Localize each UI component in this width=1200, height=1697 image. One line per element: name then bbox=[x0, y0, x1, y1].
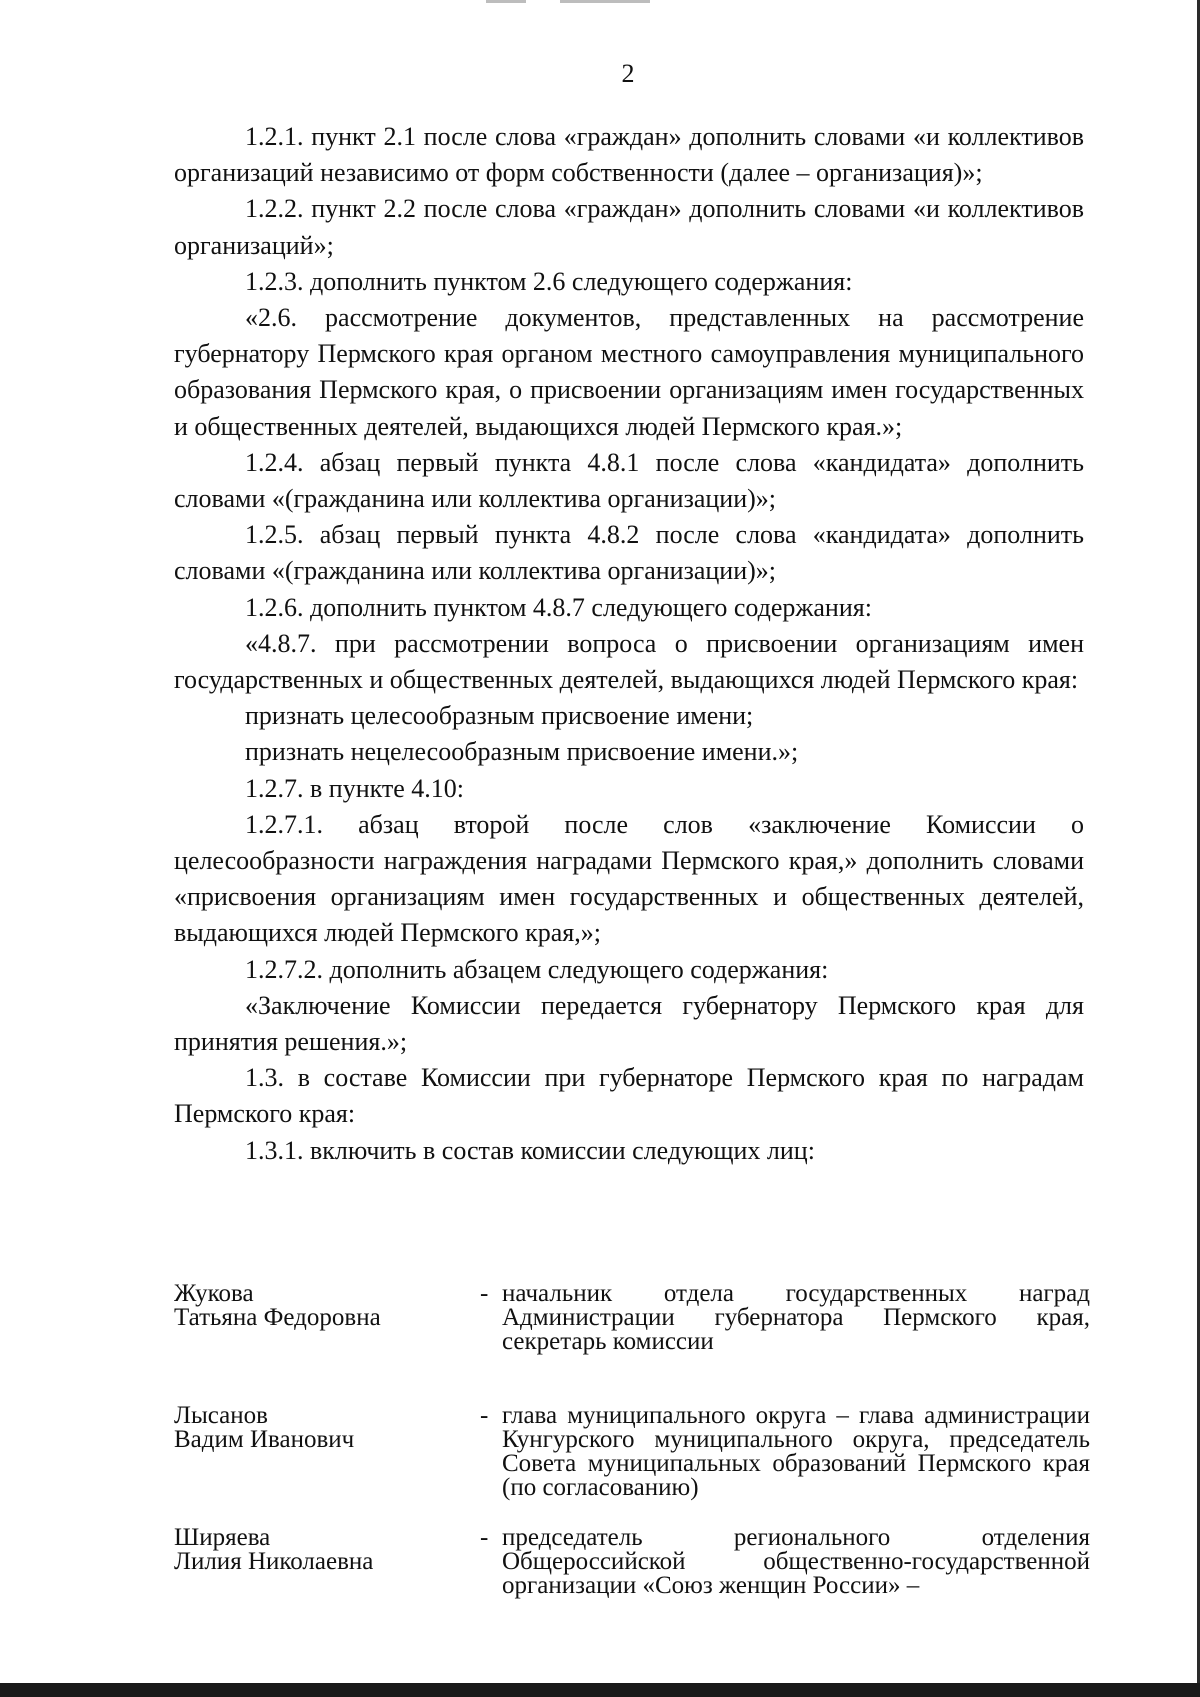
paragraph-1-2-7: 1.2.7. в пункте 4.10: bbox=[245, 773, 465, 803]
paragraph-4-8-7-quote: «4.8.7. при рассмотрении вопроса о присвоении организациям имен государственных и общественных деятелей, выдающихся людей Пермского края: bbox=[174, 628, 1084, 695]
paragraph-2-6-quote: «2.6. рассмотрение документов, представленных на рассмотрение губернатору Пермского края органом местного самоуправления муниципального образования Пермского края, о присвоении организациям имен государственных и общественных деятелей, выдающихся людей Пермского края.»; bbox=[174, 303, 1084, 441]
member-entry bbox=[174, 1282, 1090, 1404]
page-number: 2 bbox=[621, 59, 635, 88]
member-dash: - bbox=[480, 1402, 489, 1429]
commission-members-list bbox=[174, 1282, 1090, 1616]
member-surname: Ширяева bbox=[174, 1524, 271, 1551]
member-entry bbox=[174, 1404, 1090, 1526]
member-role: глава муниципального округа – глава администрации Кунгурского муниципального округа, председатель Совета муниципальных образований Пермского края (по согласованию) bbox=[502, 1402, 1090, 1501]
member-surname: Лысанов bbox=[174, 1402, 268, 1429]
paragraph-1-2-7-1: 1.2.7.1. абзац второй после слов «заключение Комиссии о целесообразности награждения наградами Пермского края,» дополнить словами «присвоения организациям имен государственных и общественных деятелей, выдающихся людей Пермского края,»; bbox=[174, 809, 1084, 948]
scan-edge-bottom bbox=[0, 1683, 1200, 1697]
member-name bbox=[174, 1404, 474, 1452]
paragraph-1-2-5: 1.2.5. абзац первый пункта 4.8.2 после слова «кандидата» дополнить словами «(гражданина или коллектива организации)»; bbox=[174, 520, 1084, 586]
member-dash: - bbox=[480, 1524, 489, 1551]
paragraph-1-3: 1.3. в составе Комиссии при губернаторе Пермского края по наградам Пермского края: bbox=[174, 1063, 1084, 1129]
paragraph-1-2-1: 1.2.1. пункт 2.1 после слова «граждан» дополнить словами «и коллективов организаций независимо от форм собственности (далее – организация)»; bbox=[174, 122, 1084, 188]
member-given-names: Вадим Иванович bbox=[174, 1426, 355, 1453]
paragraph-1-2-2: 1.2.2. пункт 2.2 после слова «граждан» дополнить словами «и коллективов организаций»; bbox=[174, 194, 1084, 260]
member-surname: Жукова bbox=[174, 1280, 254, 1307]
member-role: начальник отдела государственных наград Администрации губернатора Пермского края, секретарь комиссии bbox=[502, 1280, 1090, 1355]
member-name bbox=[174, 1526, 474, 1574]
paragraph-1-2-4: 1.2.4. абзац первый пункта 4.8.1 после слова «кандидата» дополнить словами «(гражданина или коллектива организации)»; bbox=[174, 447, 1084, 514]
paragraph-conclusion-quote: «Заключение Комиссии передается губернатору Пермского края для принятия решения.»; bbox=[174, 990, 1084, 1057]
paragraph-1-2-6: 1.2.6. дополнить пунктом 4.8.7 следующего содержания: bbox=[245, 592, 872, 622]
scan-artifact bbox=[560, 0, 650, 3]
member-given-names: Татьяна Федоровна bbox=[174, 1304, 381, 1331]
paragraph-1-2-7-2: 1.2.7.2. дополнить абзацем следующего содержания: bbox=[245, 954, 829, 984]
paragraph-option-inexpedient: признать нецелесообразным присвоение имени.»; bbox=[245, 737, 799, 767]
paragraph-1-2-3: 1.2.3. дополнить пунктом 2.6 следующего содержания: bbox=[245, 266, 853, 296]
member-given-names: Лилия Николаевна bbox=[174, 1548, 374, 1575]
member-role: председатель регионального отделения Общероссийской общественно-государственной организации «Союз женщин России» – bbox=[502, 1524, 1090, 1599]
document-body bbox=[174, 119, 1084, 1169]
paragraph-option-expedient: признать целесообразным присвоение имени; bbox=[245, 701, 754, 731]
member-dash: - bbox=[480, 1280, 489, 1307]
member-entry bbox=[174, 1526, 1090, 1616]
scan-artifact bbox=[486, 0, 526, 3]
paragraph-1-3-1: 1.3.1. включить в состав комиссии следующих лиц: bbox=[245, 1135, 815, 1165]
member-name bbox=[174, 1282, 474, 1330]
